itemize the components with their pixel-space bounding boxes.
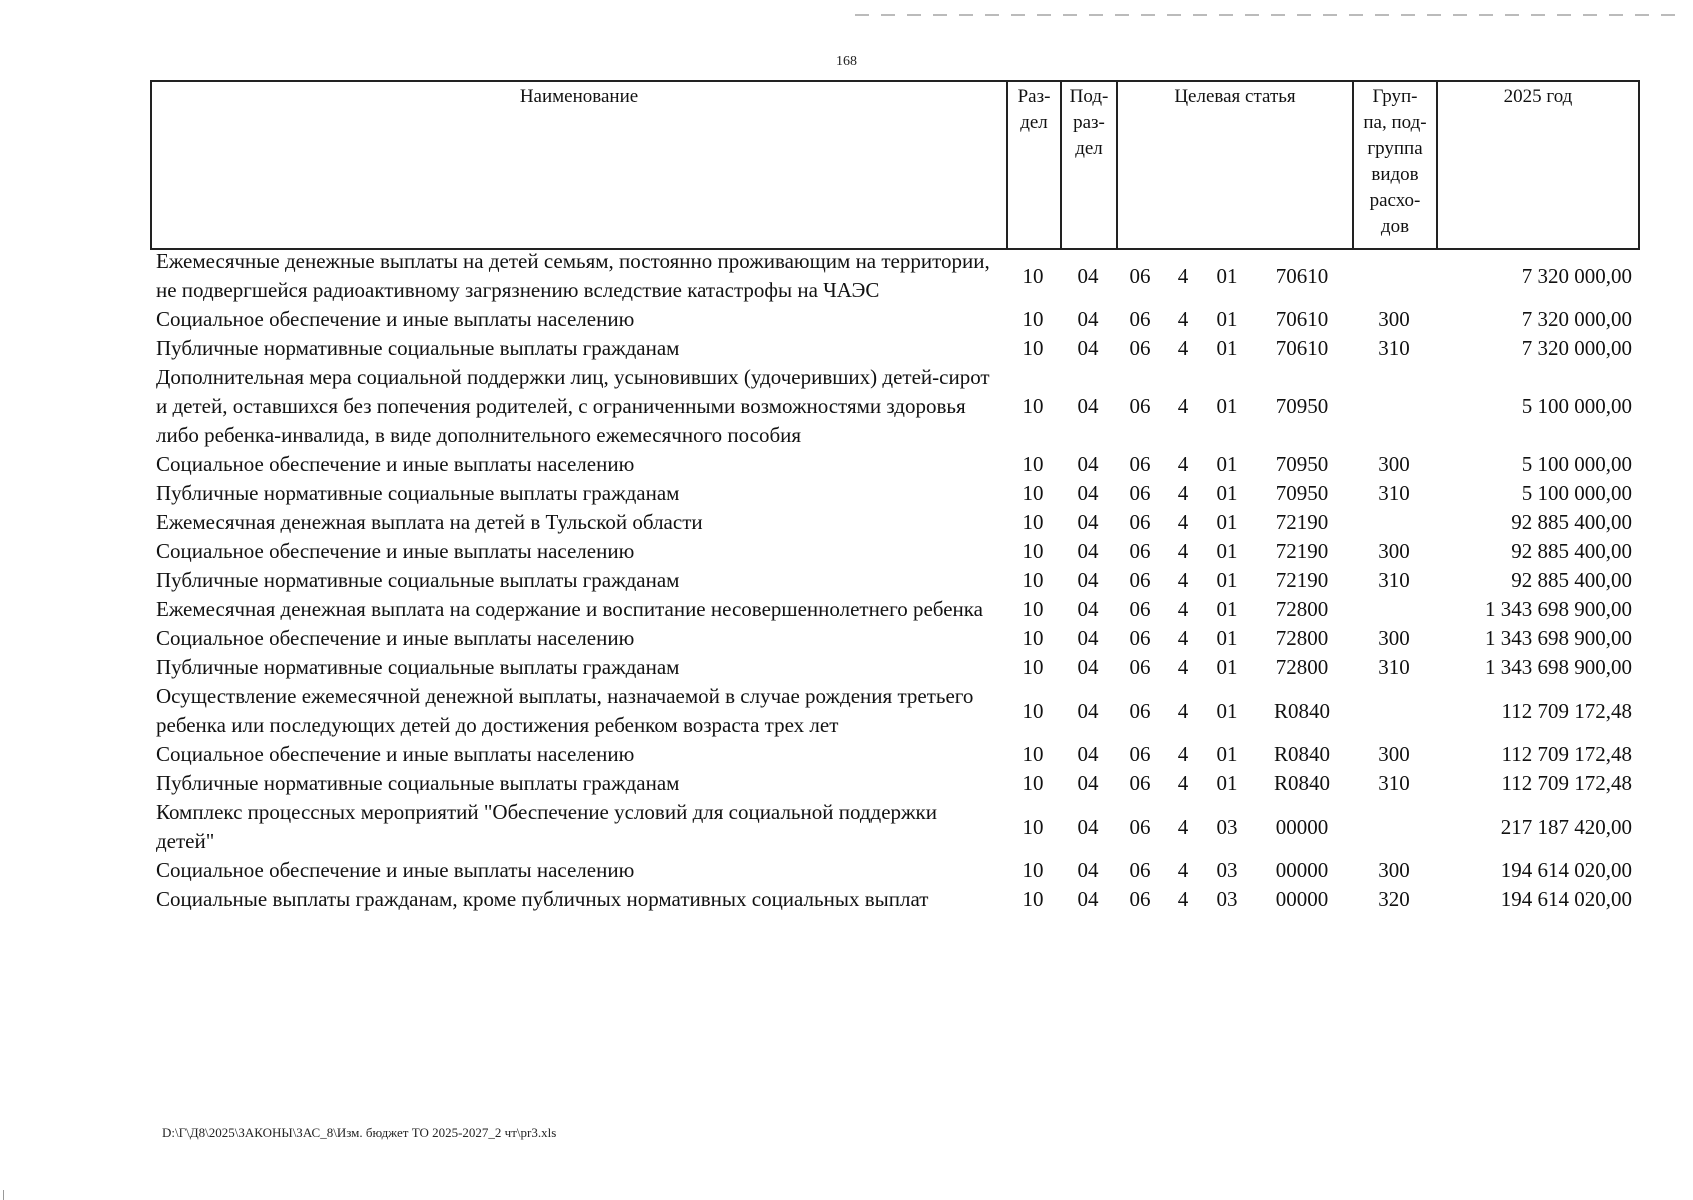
row-target-type: 4 [1177,568,1189,592]
row-target-complex: 01 [1216,655,1238,679]
row-target-program: 06 [1129,510,1151,534]
row-name: Социальное обеспечение и иные выплаты населению [156,742,635,766]
row-target-direction: 00000 [1275,858,1329,882]
row-podrazdel: 04 [1077,263,1099,288]
header-razdel: Раз- дел [1007,81,1061,249]
row-podrazdel: 04 [1077,698,1099,723]
row-razdel: 10 [1022,814,1044,839]
row-name: Публичные нормативные социальные выплаты гражданам [156,568,680,592]
row-razdel: 10 [1022,336,1044,360]
table-row [150,595,1638,624]
row-expense-group: 310 [1378,481,1410,505]
row-name: Публичные нормативные социальные выплаты гражданам [156,481,680,505]
table-row [150,798,1638,856]
row-podrazdel: 04 [1077,814,1099,839]
row-target-complex: 01 [1216,510,1238,534]
row-target-type: 4 [1177,539,1189,563]
row-amount: 112 709 172,48 [1501,771,1632,795]
row-expense-group [1352,682,1436,740]
row-amount: 7 320 000,00 [1521,336,1632,360]
row-target-type: 4 [1177,771,1189,795]
file-path-footer: D:\Г\Д8\2025\ЗАКОНЫ\ЗАС_8\Изм. бюджет ТО 2025-2027_2 чт\pr3.xls [162,1125,557,1140]
row-name: Дополнительная мера социальной поддержки лиц, усыновивших (удочеривших) детей-сирот и детей, оставшихся без попечения родителей, с ограниченными возможностями здоровья либо ребенка-инвалида, в виде дополнительного ежемесячного пособия [156,365,990,447]
row-target-direction: 72800 [1275,626,1329,650]
row-target-type: 4 [1177,814,1189,839]
row-podrazdel: 04 [1077,655,1099,679]
scan-artifact-tick [3,1190,4,1200]
row-razdel: 10 [1022,263,1044,288]
row-target-complex: 03 [1216,814,1238,839]
table-row [150,334,1638,363]
row-razdel: 10 [1022,452,1044,476]
table-row [150,247,1638,305]
row-target-type: 4 [1177,336,1189,360]
row-target-type: 4 [1177,655,1189,679]
row-target-program: 06 [1129,597,1151,621]
row-target-direction: R0840 [1273,771,1330,795]
row-target-complex: 01 [1216,626,1238,650]
row-razdel: 10 [1022,742,1044,766]
column-header-table [150,80,1640,250]
row-target-program: 06 [1129,481,1151,505]
row-amount: 112 709 172,48 [1501,698,1632,723]
row-name: Социальное обеспечение и иные выплаты населению [156,626,635,650]
table-row [150,363,1638,450]
row-target-direction: 00000 [1275,814,1329,839]
row-target-direction: 00000 [1275,887,1329,911]
row-target-program: 06 [1129,655,1151,679]
table-row [150,740,1638,769]
row-target-direction: 70610 [1275,336,1329,360]
row-podrazdel: 04 [1077,597,1099,621]
row-expense-group [1352,363,1436,450]
row-amount: 217 187 420,00 [1500,814,1632,839]
row-amount: 92 885 400,00 [1511,510,1632,534]
row-name: Ежемесячная денежная выплата на содержание и воспитание несовершеннолетнего ребенка [156,597,983,621]
row-podrazdel: 04 [1077,336,1099,360]
budget-table-body [150,247,1638,914]
table-row [150,653,1638,682]
row-target-program: 06 [1129,568,1151,592]
row-razdel: 10 [1022,307,1044,331]
row-amount: 1 343 698 900,00 [1485,626,1632,650]
row-razdel: 10 [1022,481,1044,505]
row-razdel: 10 [1022,539,1044,563]
row-target-program: 06 [1129,742,1151,766]
row-target-complex: 01 [1216,742,1238,766]
table-row [150,856,1638,885]
row-podrazdel: 04 [1077,568,1099,592]
row-target-complex: 01 [1216,481,1238,505]
row-expense-group: 300 [1378,858,1410,882]
row-target-complex: 01 [1216,539,1238,563]
row-amount: 5 100 000,00 [1521,394,1632,418]
row-target-direction: 70950 [1275,394,1329,418]
row-target-direction: 72190 [1275,568,1329,592]
row-expense-group: 310 [1378,655,1410,679]
table-row [150,682,1638,740]
table-row [150,508,1638,537]
row-target-direction: R0840 [1273,742,1330,766]
row-target-program: 06 [1129,263,1151,288]
row-amount: 92 885 400,00 [1511,568,1632,592]
row-target-program: 06 [1129,307,1151,331]
row-target-complex: 01 [1216,771,1238,795]
row-razdel: 10 [1022,655,1044,679]
page-number: 168 [836,54,857,69]
row-target-direction: 70610 [1275,263,1329,288]
row-target-complex: 01 [1216,336,1238,360]
row-podrazdel: 04 [1077,452,1099,476]
row-target-direction: 70950 [1275,481,1329,505]
scan-artifact-dashes [855,14,1675,16]
row-target-type: 4 [1177,263,1189,288]
row-target-complex: 01 [1216,568,1238,592]
row-target-program: 06 [1129,539,1151,563]
header-year-2025: 2025 год [1437,81,1639,249]
row-name: Ежемесячные денежные выплаты на детей семьям, постоянно проживающим на территории, не подвергшейся радиоактивному загрязнению вследствие катастрофы на ЧАЭС [156,249,990,302]
row-name: Ежемесячная денежная выплата на детей в Тульской области [156,510,703,534]
header-target-article: Целевая статья [1117,81,1353,249]
row-target-complex: 03 [1216,858,1238,882]
row-target-complex: 01 [1216,452,1238,476]
budget-table [150,247,1638,914]
row-target-program: 06 [1129,858,1151,882]
row-target-program: 06 [1129,814,1151,839]
row-name: Публичные нормативные социальные выплаты гражданам [156,771,680,795]
row-podrazdel: 04 [1077,539,1099,563]
row-name: Социальные выплаты гражданам, кроме публичных нормативных социальных выплат [156,887,929,911]
row-target-complex: 01 [1216,698,1238,723]
row-expense-group [1352,247,1436,305]
row-name: Социальное обеспечение и иные выплаты населению [156,307,635,331]
row-amount: 1 343 698 900,00 [1485,655,1632,679]
row-target-complex: 01 [1216,263,1238,288]
row-razdel: 10 [1022,858,1044,882]
row-podrazdel: 04 [1077,626,1099,650]
row-expense-group [1352,798,1436,856]
row-target-program: 06 [1129,336,1151,360]
row-podrazdel: 04 [1077,858,1099,882]
row-target-direction: 72190 [1275,510,1329,534]
row-target-type: 4 [1177,858,1189,882]
row-expense-group: 310 [1378,771,1410,795]
row-target-type: 4 [1177,887,1189,911]
row-razdel: 10 [1022,698,1044,723]
table-row [150,479,1638,508]
row-target-complex: 03 [1216,887,1238,911]
row-target-type: 4 [1177,394,1189,418]
row-target-complex: 01 [1216,394,1238,418]
row-target-type: 4 [1177,597,1189,621]
row-razdel: 10 [1022,568,1044,592]
row-podrazdel: 04 [1077,394,1099,418]
row-target-program: 06 [1129,887,1151,911]
row-target-type: 4 [1177,307,1189,331]
table-row [150,885,1638,914]
row-target-type: 4 [1177,742,1189,766]
row-expense-group: 310 [1378,568,1410,592]
row-name: Публичные нормативные социальные выплаты гражданам [156,336,680,360]
row-razdel: 10 [1022,887,1044,911]
row-target-type: 4 [1177,481,1189,505]
row-expense-group: 300 [1378,539,1410,563]
row-razdel: 10 [1022,626,1044,650]
row-expense-group: 310 [1378,336,1410,360]
row-amount: 5 100 000,00 [1521,481,1632,505]
row-expense-group: 300 [1378,452,1410,476]
row-target-direction: R0840 [1273,698,1330,723]
row-podrazdel: 04 [1077,510,1099,534]
row-amount: 7 320 000,00 [1521,307,1632,331]
row-razdel: 10 [1022,597,1044,621]
row-target-direction: 70950 [1275,452,1329,476]
row-name: Социальное обеспечение и иные выплаты населению [156,858,635,882]
row-target-direction: 72800 [1275,655,1329,679]
row-podrazdel: 04 [1077,481,1099,505]
row-target-complex: 01 [1216,307,1238,331]
table-row [150,450,1638,479]
row-target-type: 4 [1177,510,1189,534]
column-header-row [151,81,1639,249]
row-target-direction: 70610 [1275,307,1329,331]
row-target-direction: 72190 [1275,539,1329,563]
header-expense-group: Груп- па, под- группа видов расхо- дов [1353,81,1437,249]
row-target-program: 06 [1129,626,1151,650]
row-name: Публичные нормативные социальные выплаты гражданам [156,655,680,679]
row-name: Социальное обеспечение и иные выплаты населению [156,539,635,563]
row-target-program: 06 [1129,394,1151,418]
row-razdel: 10 [1022,771,1044,795]
row-target-type: 4 [1177,698,1189,723]
row-name: Осуществление ежемесячной денежной выплаты, назначаемой в случае рождения третьего ребенка или последующих детей до достижения ребенком возраста трех лет [156,684,974,737]
row-expense-group: 320 [1378,887,1410,911]
row-podrazdel: 04 [1077,887,1099,911]
table-row [150,566,1638,595]
row-target-complex: 01 [1216,597,1238,621]
row-expense-group: 300 [1378,742,1410,766]
table-row [150,537,1638,566]
row-razdel: 10 [1022,394,1044,418]
row-amount: 1 343 698 900,00 [1485,597,1632,621]
table-row [150,624,1638,653]
row-expense-group: 300 [1378,626,1410,650]
row-amount: 112 709 172,48 [1501,742,1632,766]
header-name: Наименование [151,81,1007,249]
row-amount: 194 614 020,00 [1500,887,1632,911]
row-expense-group: 300 [1378,307,1410,331]
row-target-program: 06 [1129,452,1151,476]
row-amount: 5 100 000,00 [1521,452,1632,476]
row-name: Комплекс процессных мероприятий "Обеспечение условий для социальной поддержки детей" [156,800,937,853]
row-razdel: 10 [1022,510,1044,534]
row-podrazdel: 04 [1077,307,1099,331]
table-row [150,305,1638,334]
row-podrazdel: 04 [1077,771,1099,795]
row-amount: 194 614 020,00 [1500,858,1632,882]
row-amount: 7 320 000,00 [1521,263,1632,288]
row-expense-group [1352,595,1436,624]
row-expense-group [1352,508,1436,537]
table-row [150,769,1638,798]
row-target-program: 06 [1129,771,1151,795]
header-podrazdel: Под- раз- дел [1061,81,1117,249]
row-target-type: 4 [1177,452,1189,476]
row-podrazdel: 04 [1077,742,1099,766]
row-amount: 92 885 400,00 [1511,539,1632,563]
row-name: Социальное обеспечение и иные выплаты населению [156,452,635,476]
row-target-direction: 72800 [1275,597,1329,621]
row-target-type: 4 [1177,626,1189,650]
row-target-program: 06 [1129,698,1151,723]
